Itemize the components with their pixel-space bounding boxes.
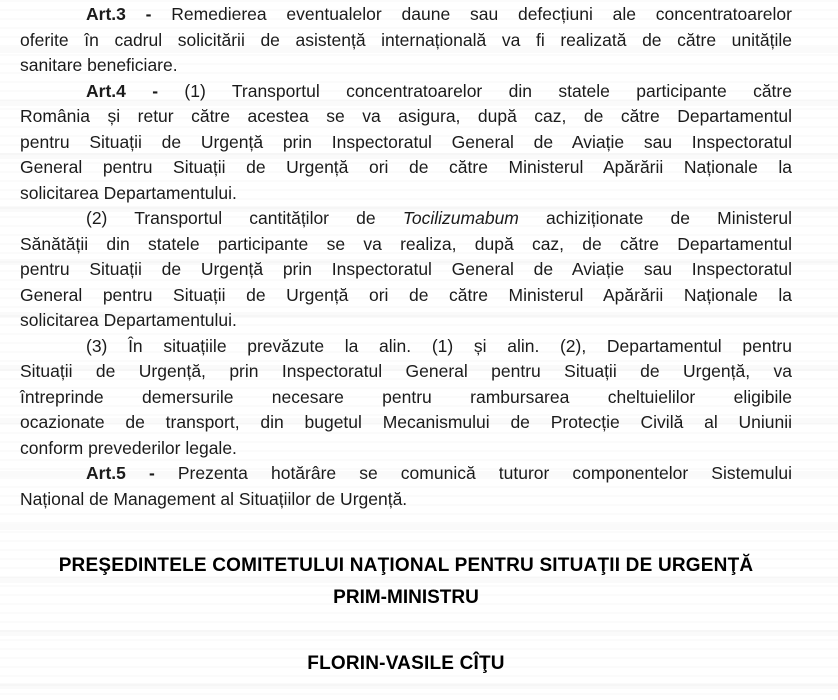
text-line — [20, 206, 792, 232]
text-segment: întreprinde demersurile necesare pentru rambursarea cheltuielilor eligibile — [20, 386, 792, 407]
text-segment: Remedierea eventualelor daune sau defecțiuni ale concentratoarelor — [171, 4, 792, 24]
text-line — [20, 155, 792, 181]
text-segment: achiziționate de Ministerul — [518, 208, 793, 228]
signer-name: FLORIN-VASILE CÎŢU — [307, 653, 505, 674]
text-line — [20, 385, 792, 411]
italic-term: Tocilizumabum — [402, 208, 519, 228]
text-segment: pentru Situații de Urgență prin Inspectoratul General de Aviație sau Inspectoratul — [20, 259, 792, 279]
text-segment: oferite în cadrul solicitării de asistență internațională va fi realizată de către unitățile — [20, 29, 792, 50]
text-segment: (3) În situațiile prevăzute la alin. (1) și alin. (2), Departamentul pentru — [86, 335, 792, 356]
paragraph-art5 — [20, 461, 792, 512]
text-segment: General pentru Situații de Urgență ori de către Ministerul Apărării Naționale la — [20, 157, 792, 177]
text-line — [20, 334, 792, 360]
text-line — [20, 28, 792, 54]
article-label: Art.3 - — [86, 4, 172, 24]
paragraph-art3 — [20, 2, 792, 79]
text-line — [20, 461, 792, 487]
text-line — [20, 257, 792, 283]
text-segment: sanitare beneficiare. — [20, 55, 178, 75]
text-line — [20, 283, 792, 309]
text-line — [20, 410, 792, 436]
text-segment: (2) Transportul cantităților de — [86, 208, 403, 228]
text-line — [20, 487, 792, 513]
text-segment: pentru Situații de Urgență prin Inspectoratul General de Aviație sau Inspectoratul — [20, 131, 792, 152]
paragraph-art4-alin2 — [20, 206, 792, 334]
text-segment: (1) Transportul concentratoarelor din statele participante către — [184, 80, 792, 101]
paragraph-art4-alin1 — [20, 79, 792, 207]
text-line — [20, 181, 792, 207]
prime-minister-title: PRIM-MINISTRU — [333, 587, 479, 608]
text-segment: Situații de Urgență, prin Inspectoratul General pentru Situații de Urgență, va — [20, 361, 792, 381]
text-segment: solicitarea Departamentului. — [20, 182, 237, 203]
text-line — [20, 2, 792, 28]
committee-president-title: PREŞEDINTELE COMITETULUI NAŢIONAL PENTRU SITUAŢII DE URGENŢĂ — [58, 555, 754, 576]
text-segment: Sănătății din statele participante se va realiza, după caz, de către Departamentul — [20, 233, 792, 254]
text-segment: Prezenta hotărâre se comunică tuturor componentelor Sistemului — [177, 463, 792, 483]
text-line — [20, 53, 792, 79]
text-line — [20, 130, 792, 156]
text-line — [20, 79, 792, 105]
text-line — [20, 104, 792, 130]
text-segment: România și retur către acestea se va asigura, după caz, de către Departamentul — [20, 106, 792, 126]
text-line — [20, 359, 792, 385]
text-segment: General pentru Situații de Urgență ori de către Ministerul Apărării Naționale la — [20, 284, 792, 305]
text-segment: Național de Management al Situațiilor de Urgență. — [20, 488, 408, 509]
article-label: Art.5 - — [86, 463, 178, 483]
text-line — [20, 232, 792, 258]
document-body — [20, 2, 792, 512]
text-line — [20, 308, 792, 334]
text-segment: solicitarea Departamentului. — [20, 310, 237, 330]
text-line — [20, 436, 792, 462]
paragraph-art4-alin3 — [20, 334, 792, 462]
text-segment: ocazionate de transport, din bugetul Mecanismului de Protecție Civilă al Uniunii — [20, 412, 792, 432]
text-segment: conform prevederilor legale. — [20, 437, 237, 458]
article-label: Art.4 - — [86, 80, 185, 101]
